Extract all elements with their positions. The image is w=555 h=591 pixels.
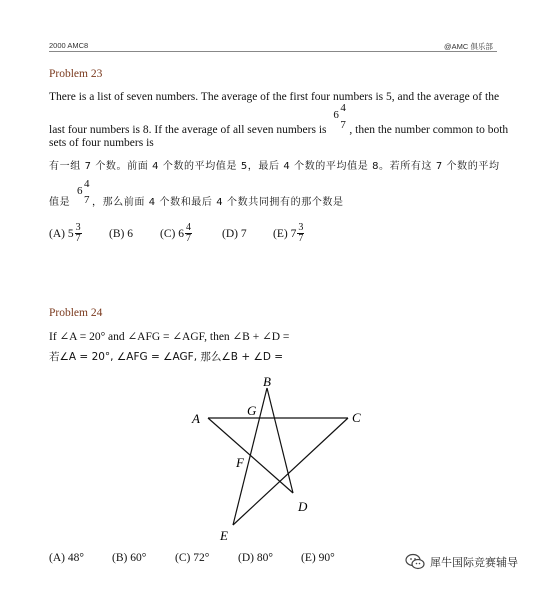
option-24-c[interactable] (175, 552, 238, 564)
option-24-d[interactable] (238, 552, 301, 564)
label-b: B (263, 374, 271, 389)
star-diagram (180, 370, 380, 545)
header-right: @AMC 俱乐部 (444, 42, 493, 51)
watermark-text: 犀牛国际竞赛辅导 (430, 556, 518, 569)
segment-c-e (233, 418, 348, 525)
option-23-a[interactable] (49, 223, 109, 244)
numerator: 4 (185, 222, 191, 233)
problem-24-title: Problem 24 (49, 307, 103, 319)
option-fraction (297, 223, 304, 244)
option-23-c[interactable] (160, 223, 222, 244)
option-value: 80° (256, 552, 273, 564)
segment-d-a (208, 418, 293, 493)
mixed-numerator: 4 (340, 102, 346, 114)
numerator: 3 (298, 222, 304, 233)
option-label: (C) (175, 552, 191, 564)
option-label: (C) (160, 227, 176, 240)
denominator: 7 (185, 233, 191, 244)
numerator: 3 (75, 222, 81, 233)
option-label: (D) (222, 227, 238, 240)
mixed-denominator: 7 (340, 119, 346, 131)
option-fraction (185, 223, 192, 244)
option-fraction (75, 223, 82, 244)
problem-24-statement-cn: 若∠A = 20°, ∠AFG = ∠AGF, 那么∠B + ∠D = (49, 351, 284, 363)
option-label: (A) (49, 552, 65, 564)
wechat-icon (405, 553, 425, 571)
mixed-denominator-cn: 7 (83, 194, 91, 206)
option-label: (B) (112, 552, 128, 564)
problem-23-line-1: There is a list of seven numbers. The average of the first four numbers is 5, and the average of the (49, 91, 500, 103)
problem-24-options (49, 552, 364, 564)
segment-b-d (267, 388, 293, 493)
problem-23-options (49, 223, 333, 244)
problem-23-title: Problem 23 (49, 68, 103, 80)
option-value: 7 (240, 227, 247, 240)
option-label: (B) (109, 227, 125, 240)
option-24-e[interactable] (301, 552, 364, 564)
option-whole: 6 (178, 227, 184, 240)
option-label: (D) (238, 552, 254, 564)
problem-23-cn-2-end: ，那么前面 4 个数和最后 4 个数共同拥有的那个数是 (91, 197, 344, 208)
mixed-numerator-cn: 4 (83, 178, 91, 190)
problem-23-cn-line-2 (49, 178, 344, 208)
problem-23-line-3: sets of four numbers is (49, 137, 154, 149)
option-value: 90° (318, 552, 335, 564)
option-label: (E) (301, 552, 316, 564)
option-value: 72° (193, 552, 210, 564)
option-23-d[interactable] (222, 223, 273, 244)
header-left: 2000 AMC8 (49, 41, 89, 50)
denominator: 7 (298, 233, 304, 244)
label-c: C (352, 410, 361, 425)
option-24-b[interactable] (112, 552, 175, 564)
header-rule (49, 51, 497, 52)
problem-23-cn-line-1: 有一组 7 个数。前面 4 个数的平均值是 5，最后 4 个数的平均值是 8。若所有这 7 个数的平均 (49, 161, 500, 172)
label-e: E (220, 528, 228, 543)
option-whole: 7 (290, 227, 297, 240)
mixed-number (329, 102, 349, 133)
label-f: F (236, 455, 244, 470)
option-value: 60° (130, 552, 147, 564)
option-label: (E) (273, 227, 288, 240)
problem-23-line-2-end: , then the number common to both (349, 124, 509, 136)
watermark (405, 553, 518, 571)
label-d: D (298, 499, 308, 514)
option-value: 48° (67, 552, 84, 564)
problem-23-cn-2-start: 值是 (49, 197, 71, 208)
option-label: (A) (49, 227, 65, 240)
label-g: G (247, 403, 257, 418)
denominator: 7 (75, 233, 81, 244)
option-whole: 5 (67, 227, 74, 240)
problem-23-line-2 (49, 102, 509, 136)
mixed-whole-cn: 6 (76, 185, 84, 197)
label-a: A (192, 411, 200, 426)
option-24-a[interactable] (49, 552, 112, 564)
mixed-whole: 6 (333, 109, 339, 121)
problem-23-line-2-start: last four numbers is 8. If the average of all seven numbers is (49, 124, 327, 136)
problem-24-statement: If ∠A = 20° and ∠AFG = ∠AGF, then ∠B + ∠D = (49, 331, 290, 343)
option-23-e[interactable] (273, 223, 333, 244)
option-value: 6 (127, 227, 133, 240)
option-23-b[interactable] (109, 223, 160, 244)
mixed-number-cn (74, 178, 92, 206)
